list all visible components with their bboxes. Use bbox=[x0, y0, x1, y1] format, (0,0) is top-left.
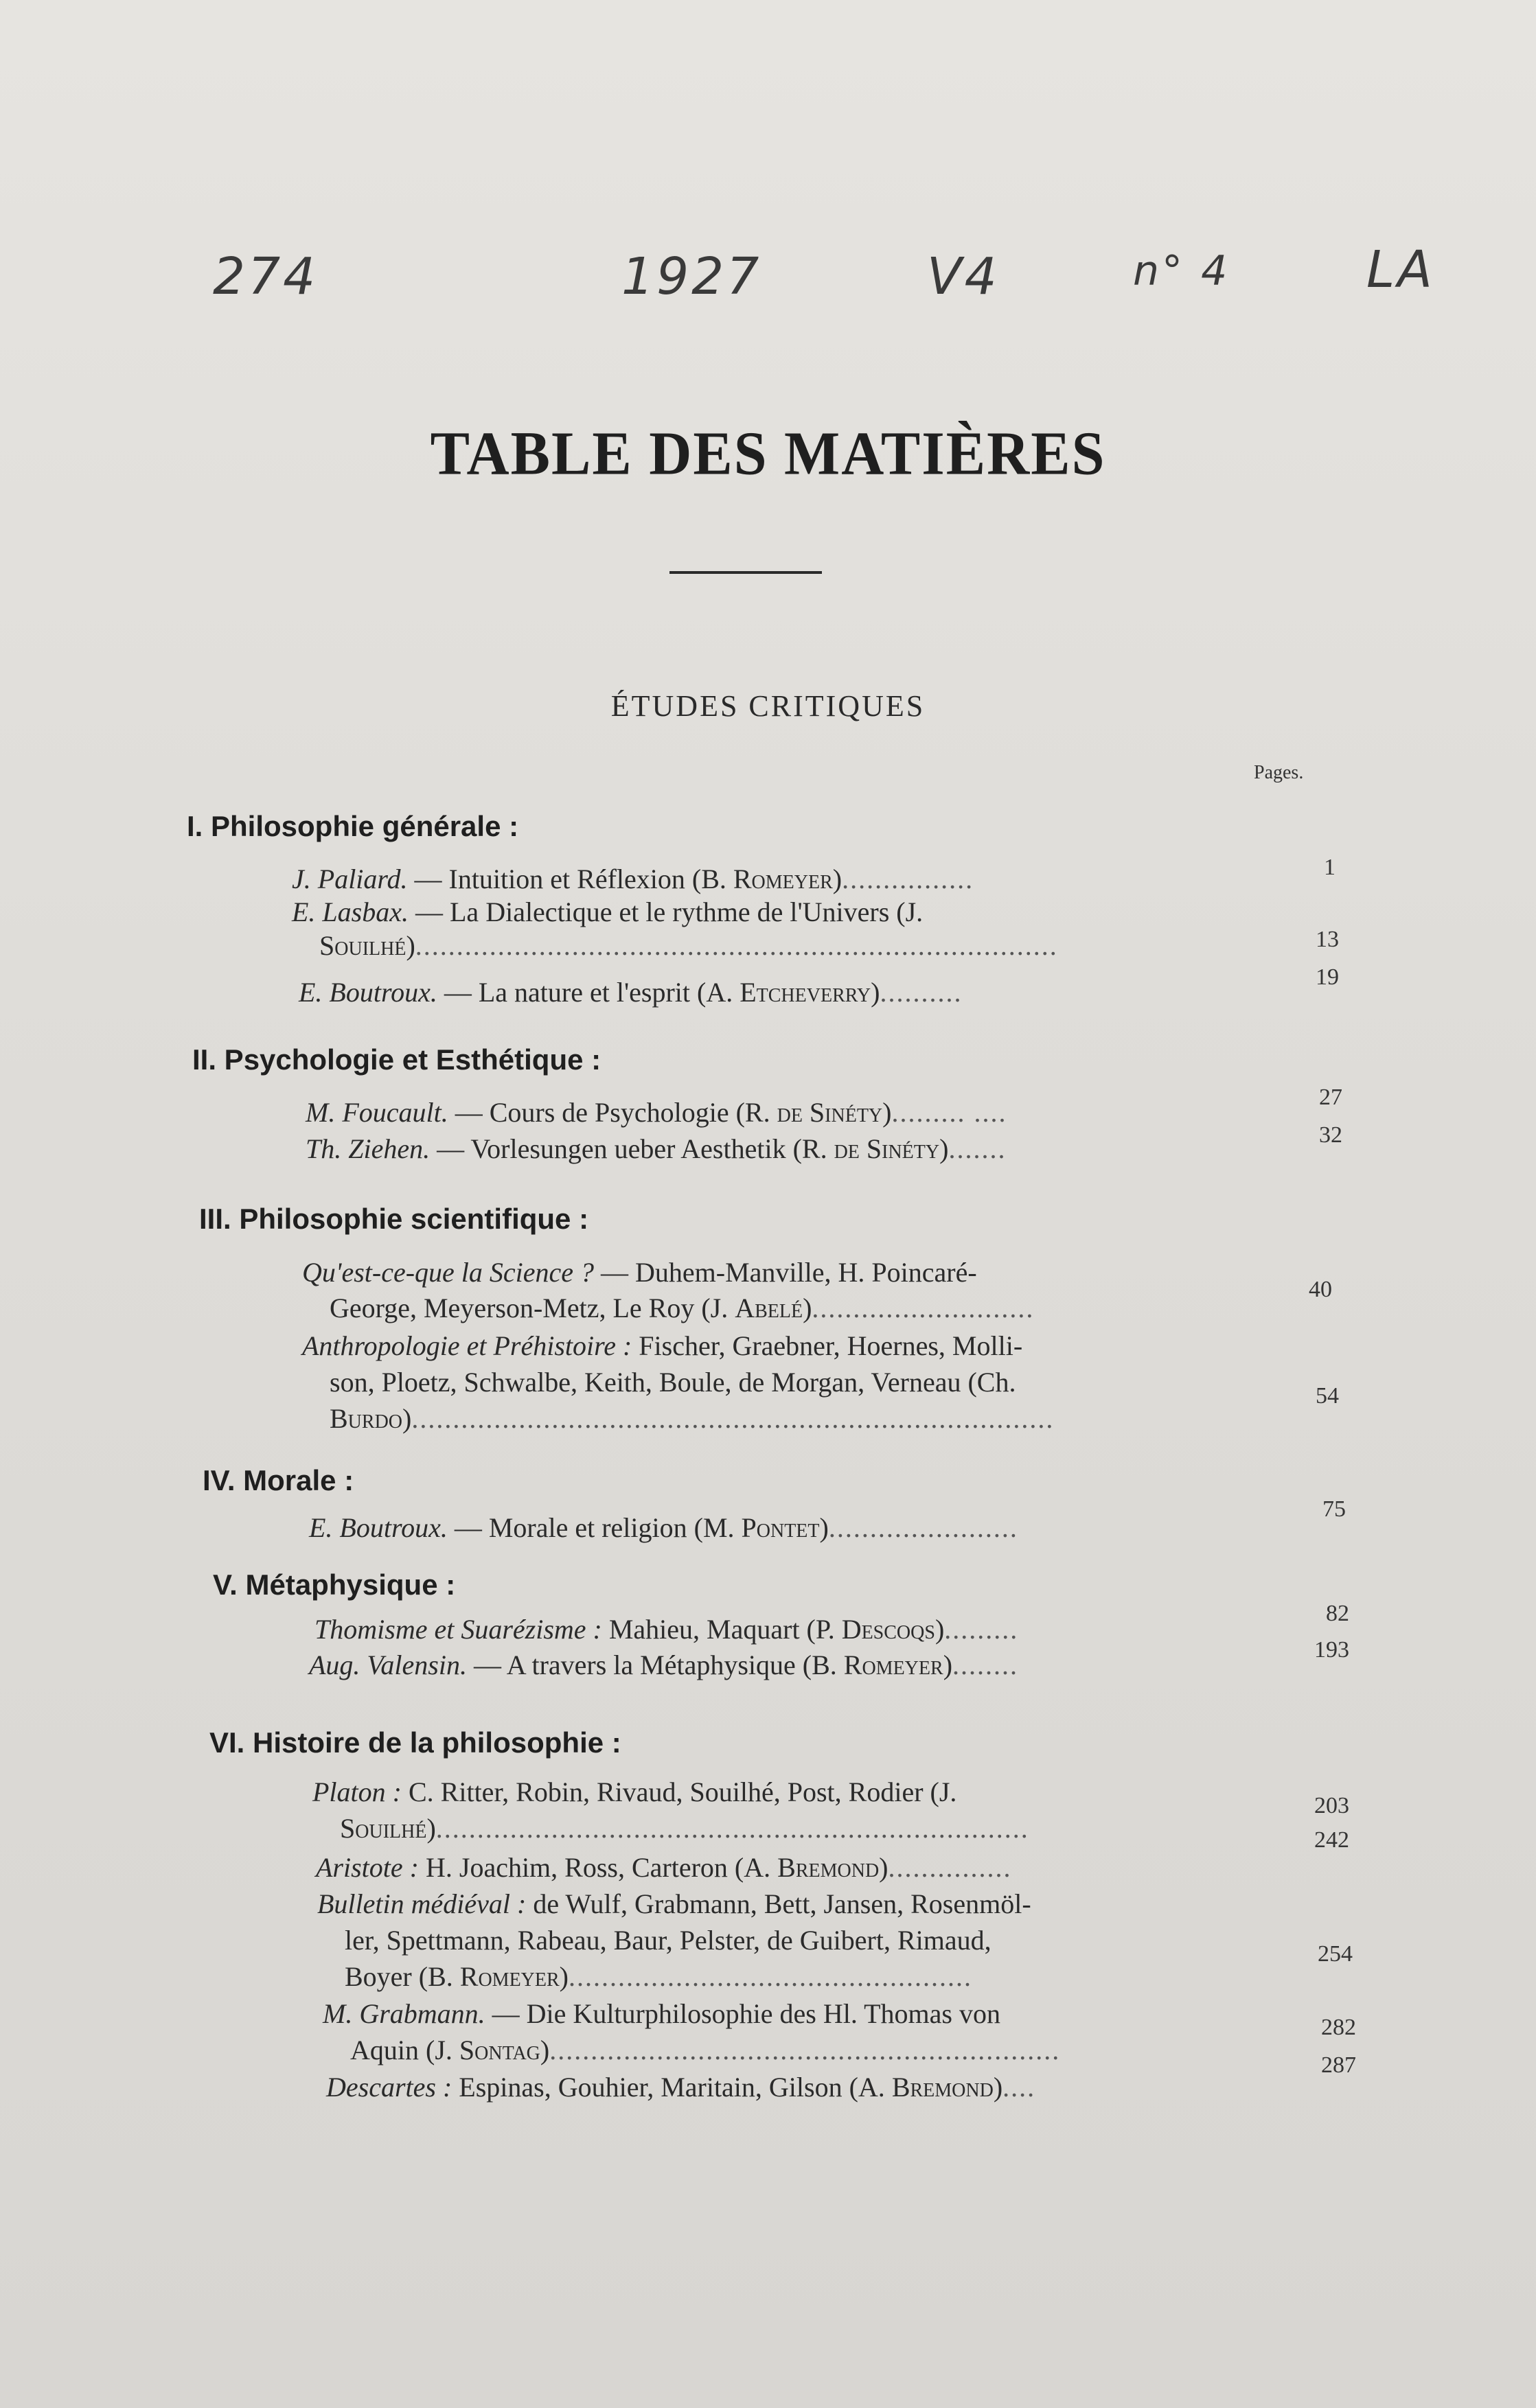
entry-reviewer: Romeyer bbox=[459, 1961, 560, 1992]
section-heading: V. Métaphysique : bbox=[213, 1568, 456, 1601]
toc-entry-continued[interactable]: ler, Spettmann, Rabeau, Baur, Pelster, de Guibert, Rimaud, bbox=[345, 1925, 991, 1956]
page-number: 242 bbox=[1314, 1827, 1349, 1853]
entry-title: Espinas, Gouhier, Maritain, Gilson (A. bbox=[452, 2072, 892, 2103]
handwritten-note: 1927 bbox=[621, 247, 762, 306]
page-number: 75 bbox=[1322, 1496, 1346, 1522]
toc-entry[interactable]: Th. Ziehen. — Vorlesungen ueber Aesthetik (R. de Sinéty)....... bbox=[306, 1133, 1007, 1164]
page-number: 54 bbox=[1316, 1383, 1339, 1409]
section-subtitle: ÉTUDES CRITIQUES bbox=[610, 689, 926, 723]
toc-entry[interactable] bbox=[302, 1328, 1022, 1364]
entry-reviewer: Descoqs bbox=[841, 1614, 935, 1645]
toc-entry[interactable]: J. Paliard. — Intuition et Réflexion (B. Romeyer)................ bbox=[292, 864, 974, 894]
entry-title: — Intuition et Réflexion (B. bbox=[407, 864, 733, 894]
entry-author: Platon : bbox=[312, 1776, 402, 1807]
entry-title: de Wulf, Grabmann, Bett, Jansen, Rosenmöl- bbox=[526, 1888, 1031, 1919]
handwritten-note: n° 4 bbox=[1133, 247, 1230, 295]
page-number: 40 bbox=[1309, 1277, 1332, 1302]
page-number: 32 bbox=[1319, 1122, 1342, 1148]
entry-reviewer: Pontet bbox=[741, 1512, 820, 1543]
entry-title: Mahieu, Maquart (P. bbox=[601, 1614, 842, 1645]
page-number: 82 bbox=[1326, 1601, 1349, 1626]
section-heading: I. Philosophie générale : bbox=[187, 810, 519, 842]
section-heading: VI. Histoire de la philosophie : bbox=[209, 1726, 621, 1759]
entry-author: M. Grabmann. bbox=[323, 1998, 485, 2029]
entry-author: J. Paliard. bbox=[292, 864, 408, 894]
entry-title: — Cours de Psychologie (R. bbox=[448, 1097, 777, 1128]
section-heading: IV. Morale : bbox=[203, 1464, 354, 1496]
entry-reviewer: de Sinéty bbox=[834, 1133, 940, 1164]
toc-entry-continued[interactable]: son, Ploetz, Schwalbe, Keith, Boule, de Morgan, Verneau (Ch. bbox=[330, 1367, 1016, 1398]
toc-entry[interactable] bbox=[317, 1886, 1031, 1922]
toc-entry[interactable]: Aristote : H. Joachim, Ross, Carteron (A. Bremond)............... bbox=[316, 1852, 1012, 1883]
entry-reviewer: Souilhé bbox=[319, 930, 406, 961]
entry-reviewer: Bremond bbox=[891, 2072, 994, 2103]
entry-reviewer: Romeyer bbox=[843, 1649, 943, 1680]
entry-title: — La nature et l'esprit (A. bbox=[437, 977, 740, 1008]
page-number: 287 bbox=[1321, 2052, 1356, 2078]
entry-reviewer: Abelé bbox=[735, 1293, 803, 1323]
entry-title: C. Ritter, Robin, Rivaud, Souilhé, Post, Rodier (J. bbox=[401, 1776, 957, 1807]
toc-entry[interactable]: Aug. Valensin. — A travers la Métaphysique (B. Romeyer)........ bbox=[309, 1649, 1019, 1680]
section-heading: III. Philosophie scientifique : bbox=[199, 1203, 589, 1235]
entry-author: Qu'est-ce-que la Science ? bbox=[302, 1257, 595, 1288]
entry-reviewer: Burdo bbox=[330, 1403, 403, 1434]
page-number: 282 bbox=[1321, 2015, 1356, 2040]
entry-title: — Duhem-Manville, H. Poincaré- bbox=[594, 1257, 977, 1288]
page-number: 19 bbox=[1316, 964, 1339, 990]
pages-column-label: Pages. bbox=[1254, 762, 1304, 783]
toc-entry[interactable]: Thomisme et Suarézisme : Mahieu, Maquart (P. Descoqs)......... bbox=[314, 1614, 1019, 1645]
toc-entry[interactable]: E. Boutroux. — La nature et l'esprit (A. Etcheverry).......... bbox=[299, 977, 963, 1008]
page-number: 203 bbox=[1314, 1793, 1349, 1818]
entry-author: Th. Ziehen. bbox=[306, 1133, 431, 1164]
entry-title: — A travers la Métaphysique (B. bbox=[466, 1649, 844, 1680]
entry-author: E. Lasbax. bbox=[292, 896, 409, 927]
handwritten-note: LA bbox=[1366, 240, 1435, 299]
toc-entry[interactable] bbox=[323, 1996, 1000, 2032]
entry-title: — Vorlesungen ueber Aesthetik (R. bbox=[430, 1133, 834, 1164]
toc-entry-continued[interactable]: Souilhé)........................................................................ bbox=[340, 1813, 1029, 1844]
entry-author: E. Boutroux. bbox=[309, 1512, 448, 1543]
toc-entry-continued[interactable]: Boyer (B. Romeyer)................................................. bbox=[345, 1961, 972, 1992]
toc-entry-continued[interactable]: George, Meyerson-Metz, Le Roy (J. Abelé)........................... bbox=[330, 1293, 1035, 1323]
toc-entry[interactable]: E. Boutroux. — Morale et religion (M. Pontet)....................... bbox=[309, 1512, 1018, 1543]
entry-author: Thomisme et Suarézisme : bbox=[314, 1614, 602, 1645]
page-number: 193 bbox=[1314, 1637, 1349, 1663]
toc-entry[interactable] bbox=[292, 894, 923, 930]
toc-entry[interactable]: M. Foucault. — Cours de Psychologie (R. de Sinéty)......... .... bbox=[306, 1097, 1007, 1128]
title-divider bbox=[669, 571, 822, 574]
entry-title: H. Joachim, Ross, Carteron (A. bbox=[418, 1852, 778, 1883]
entry-title: Fischer, Graebner, Hoernes, Molli- bbox=[632, 1330, 1023, 1361]
entry-author: E. Boutroux. bbox=[299, 977, 437, 1008]
entry-author: Bulletin médiéval : bbox=[317, 1888, 527, 1919]
entry-reviewer: Sontag bbox=[459, 2035, 540, 2065]
entry-reviewer: de Sinéty bbox=[777, 1097, 883, 1128]
entry-reviewer: Etcheverry bbox=[740, 977, 871, 1008]
entry-author: M. Foucault. bbox=[306, 1097, 448, 1128]
toc-entry[interactable] bbox=[312, 1774, 956, 1810]
entry-author: Descartes : bbox=[326, 2072, 452, 2103]
handwritten-note: 274 bbox=[213, 247, 319, 306]
entry-title: — Morale et religion (M. bbox=[447, 1512, 742, 1543]
entry-reviewer: Bremond bbox=[777, 1852, 880, 1883]
page-title: TABLE DES MATIÈRES bbox=[430, 418, 1106, 488]
page-number: 1 bbox=[1324, 855, 1336, 880]
entry-author: Aug. Valensin. bbox=[309, 1649, 467, 1680]
page-number: 13 bbox=[1316, 927, 1339, 952]
entry-author: Anthropologie et Préhistoire : bbox=[302, 1330, 632, 1361]
section-heading: II. Psychologie et Esthétique : bbox=[192, 1043, 601, 1076]
toc-entry-continued[interactable]: Souilhé).............................................................................. bbox=[319, 930, 1058, 961]
toc-entry[interactable] bbox=[302, 1255, 977, 1290]
entry-reviewer: Souilhé bbox=[340, 1813, 427, 1844]
toc-entry[interactable]: Descartes : Espinas, Gouhier, Maritain, Gilson (A. Bremond).... bbox=[326, 2072, 1036, 2103]
page-number: 27 bbox=[1319, 1085, 1342, 1110]
entry-author: Aristote : bbox=[316, 1852, 419, 1883]
handwritten-note: V4 bbox=[927, 247, 1000, 306]
entry-title: — La Dialectique et le rythme de l'Univers (J. bbox=[409, 896, 924, 927]
entry-reviewer: Romeyer bbox=[733, 864, 833, 894]
page-number: 254 bbox=[1318, 1941, 1353, 1967]
entry-title: — Die Kulturphilosophie des Hl. Thomas von bbox=[485, 1998, 1000, 2029]
toc-entry-continued[interactable]: Burdo).............................................................................. bbox=[330, 1403, 1055, 1434]
toc-entry-continued[interactable]: Aquin (J. Sontag).............................................................. bbox=[350, 2035, 1061, 2065]
